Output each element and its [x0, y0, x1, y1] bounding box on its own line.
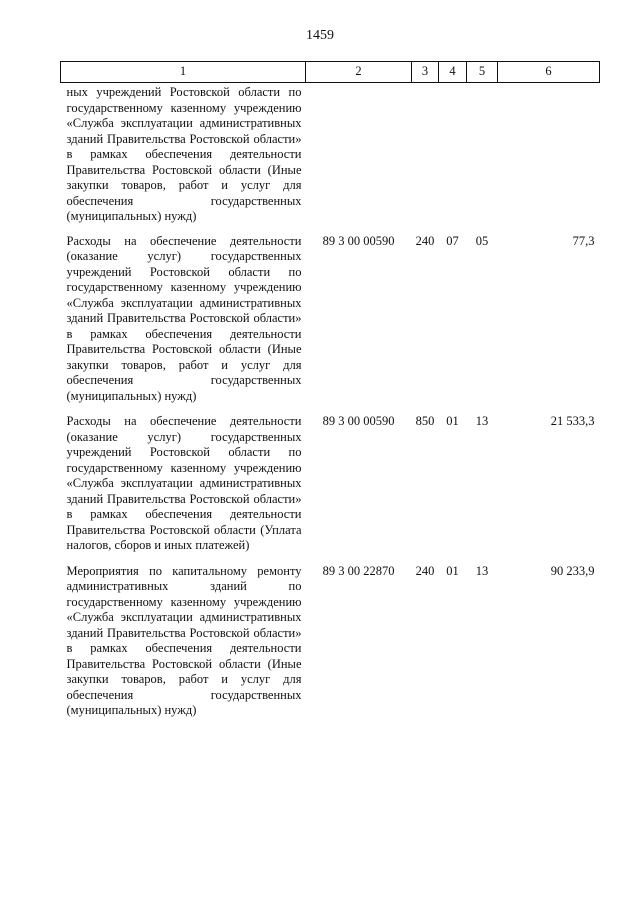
row-pr: 05: [475, 233, 489, 248]
row-description: Мероприятия по капитальному ремонту административных зданий по государственному казенному учреждению «Служба эксплуатации административных зданий Правительства Ростовской области» в рамках обеспечения деятельности Правительства Ростовской области (Иные закупки товаров, работ и услуг для обеспечения государственных (муниципальных) нужд): [66, 563, 302, 717]
row-code: 89 3 00 00590: [322, 414, 395, 428]
row-pr: 13: [475, 563, 489, 578]
table-row: [61, 559, 600, 724]
header-col-amount: 6: [498, 62, 600, 83]
row-amount: 77,3: [572, 233, 595, 248]
header-col-rz: 4: [439, 62, 467, 83]
row-vr: 240: [415, 563, 435, 578]
row-pr: 13: [475, 414, 489, 428]
row-code: 89 3 00 00590: [322, 233, 395, 248]
row-code: 89 3 00 22870: [322, 563, 395, 578]
row-rz: 01: [446, 563, 459, 578]
row-amount: [498, 83, 600, 229]
row-pr: [467, 83, 498, 229]
table-row: [61, 83, 600, 229]
row-rz: 01: [446, 414, 459, 428]
row-vr: 850: [415, 414, 435, 428]
row-rz: [439, 83, 467, 229]
page-number: 1459: [306, 28, 334, 43]
row-rz: 07: [446, 233, 459, 248]
header-col-vr: 3: [412, 62, 439, 83]
table-body: [61, 83, 600, 724]
header-row: [61, 62, 600, 83]
row-amount: 21 533,3: [550, 414, 595, 428]
row-code: [306, 83, 412, 229]
row-description: Расходы на обеспечение деятельности (оказание услуг) государственных учреждений Ростовской области по государственному казенному учреждению «Служба эксплуатации административных зданий Правительства Ростовской области» в рамках обеспечения деятельности Правительства Ростовской области (Иные закупки товаров, работ и услуг для обеспечения государственных (муниципальных) нужд): [66, 233, 302, 403]
header-col-code: 2: [306, 62, 412, 83]
row-amount: 90 233,9: [550, 563, 595, 578]
row-vr: 240: [415, 233, 435, 248]
row-vr: [412, 83, 439, 229]
table-row: [61, 229, 600, 410]
budget-table: [60, 61, 600, 724]
table-row: [61, 409, 600, 559]
row-description: ных учреждений Ростовской области по государственному казенному учреждению «Служба эксплуатации административных зданий Правительства Ростовской области» в рамках обеспечения деятельности Правительства Ростовской области (Иные закупки товаров, работ и услуг для обеспечения государственных (муниципальных) нужд): [66, 85, 302, 223]
table-header: [61, 62, 600, 83]
row-description: Расходы на обеспечение деятельности (оказание услуг) государственных учреждений Ростовской области по государственному казенному учреждению «Служба эксплуатации административных зданий Правительства Ростовской области» в рамках обеспечения деятельности Правительства Ростовской области (Уплата налогов, сборов и иных платежей): [66, 414, 302, 552]
header-col-pr: 5: [467, 62, 498, 83]
header-col-description: 1: [61, 62, 306, 83]
